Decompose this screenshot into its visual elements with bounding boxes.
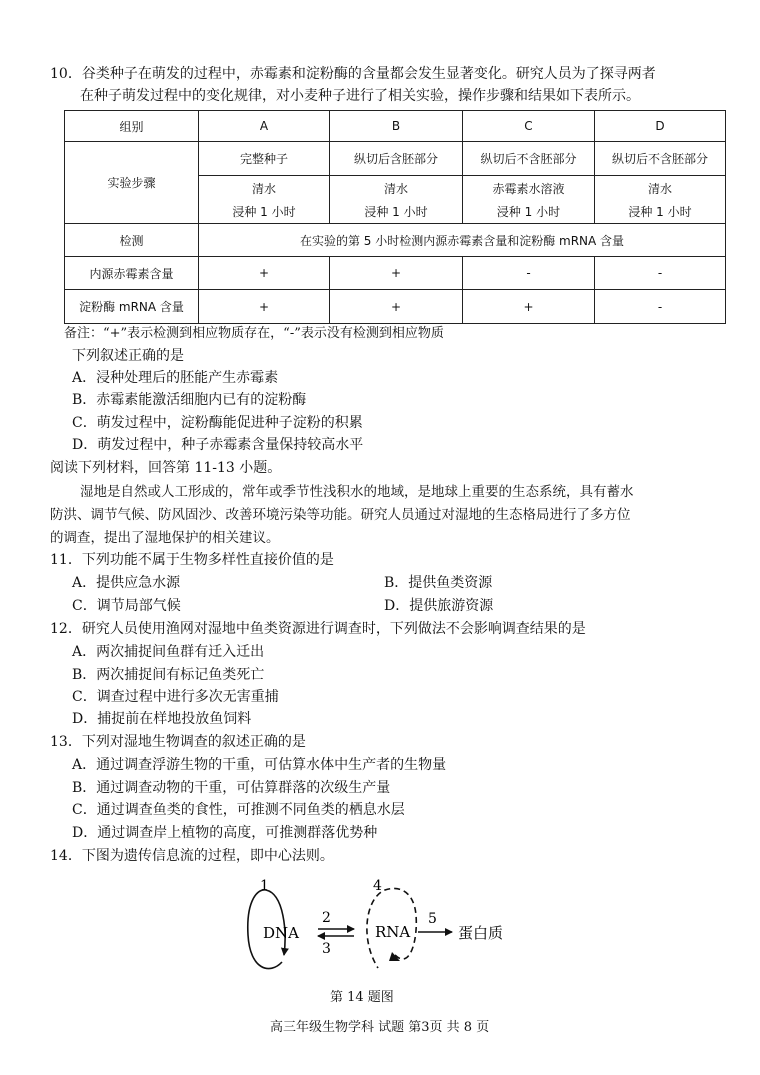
treatment-solution: 清水 xyxy=(647,181,672,196)
table-cell: + xyxy=(463,290,595,324)
q10-stem-line2: 在种子萌发过程中的变化规律，对小麦种子进行了相关实验，操作步骤和结果如下表所示。 xyxy=(80,88,640,104)
q10-option-d: D．萌发过程中，种子赤霉素含量保持较高水平 xyxy=(72,437,364,453)
table-header-c: C xyxy=(463,111,595,142)
q10-option-a: A．浸种处理后的胚能产生赤霉素 xyxy=(72,370,279,386)
q11-stem: 11．下列功能不属于生物多样性直接价值的是 xyxy=(50,552,334,568)
table-row-label: 内源赤霉素含量 xyxy=(65,257,199,290)
arrow-label-1: 1 xyxy=(260,878,269,894)
table-material-a: 完整种子 xyxy=(199,142,330,176)
reading-para-line1: 湿地是自然或人工形成的，常年或季节性浅积水的地域，是地球上重要的生态系统，具有蓄水 xyxy=(80,484,634,500)
protein-label: 蛋白质 xyxy=(458,924,504,942)
table-material-c: 纵切后不含胚部分 xyxy=(463,142,595,176)
table-detect-label: 检测 xyxy=(65,224,199,257)
treatment-solution: 赤霉素水溶液 xyxy=(492,181,565,196)
treatment-duration: 浸种 1 小时 xyxy=(364,204,428,219)
table-material-b: 纵切后含胚部分 xyxy=(330,142,463,176)
reading-para-line3: 的调查，提出了湿地保护的相关建议。 xyxy=(50,530,280,546)
dna-label: DNA xyxy=(263,924,299,942)
arrow-label-3: 3 xyxy=(322,941,331,957)
table-header-b: B xyxy=(330,111,463,142)
rna-label: RNA xyxy=(375,923,411,941)
table-cell: - xyxy=(463,257,595,290)
table-detect-text: 在实验的第 5 小时检测内源赤霉素含量和淀粉酶 mRNA 含量 xyxy=(199,224,726,257)
reading-para-line2: 防洪、调节气候、防风固沙、改善环境污染等功能。研究人员通过对湿地的生态格局进行了多方位 xyxy=(50,507,631,523)
table-header-d: D xyxy=(595,111,726,142)
table-cell: + xyxy=(330,257,463,290)
reading-intro: 阅读下列材料，回答第 11-13 小题。 xyxy=(50,460,282,476)
q12-option-d: D．捕捉前在样地投放鱼饲料 xyxy=(72,711,252,727)
arrow-label-4: 4 xyxy=(373,878,382,894)
q12-option-b: B．两次捕捉间有标记鱼类死亡 xyxy=(72,667,265,683)
table-cell: + xyxy=(199,290,330,324)
arrow-label-2: 2 xyxy=(322,910,331,926)
q12-stem: 12．研究人员使用渔网对湿地中鱼类资源进行调查时，下列做法不会影响调查结果的是 xyxy=(50,621,586,637)
table-steps-label: 实验步骤 xyxy=(65,142,199,224)
q10-stem-line1: 10．谷类种子在萌发的过程中，赤霉素和淀粉酶的含量都会发生显著变化。研究人员为了探寻两者 xyxy=(50,66,656,82)
treatment-duration: 浸种 1 小时 xyxy=(232,204,296,219)
treatment-duration: 浸种 1 小时 xyxy=(628,204,692,219)
table-header-group: 组别 xyxy=(65,111,199,142)
table-material-d: 纵切后不含胚部分 xyxy=(595,142,726,176)
rna-loop-arrowhead xyxy=(389,952,400,961)
page-footer: 高三年级生物学科 试题 第3页 共 8 页 xyxy=(270,1020,490,1035)
q10-prompt: 下列叙述正确的是 xyxy=(72,348,184,364)
q10-option-c: C．萌发过程中，淀粉酶能促进种子淀粉的积累 xyxy=(72,415,363,431)
treatment-solution: 清水 xyxy=(251,181,276,196)
table-cell: + xyxy=(330,290,463,324)
q14-caption: 第 14 题图 xyxy=(330,990,394,1005)
table-row-label: 淀粉酶 mRNA 含量 xyxy=(65,290,199,324)
q13-option-c: C．通过调查鱼类的食性，可推测不同鱼类的栖息水层 xyxy=(72,802,405,818)
q14-stem: 14．下图为遗传信息流的过程，即中心法则。 xyxy=(50,848,334,864)
q10-option-b: B．赤霉素能激活细胞内已有的淀粉酶 xyxy=(72,392,307,408)
treatment-duration: 浸种 1 小时 xyxy=(496,204,561,219)
treatment-solution: 清水 xyxy=(383,181,408,196)
table-cell: + xyxy=(199,257,330,290)
q11-option-d: D．提供旅游资源 xyxy=(384,598,494,614)
q13-stem: 13．下列对湿地生物调查的叙述正确的是 xyxy=(50,734,306,750)
table-cell: - xyxy=(595,257,726,290)
q13-option-b: B．通过调查动物的干重，可估算群落的次级生产量 xyxy=(72,780,391,796)
q11-option-b: B．提供鱼类资源 xyxy=(384,575,493,591)
q13-option-a: A．通过调查浮游生物的干重，可估算水体中生产者的生物量 xyxy=(72,757,447,773)
q11-option-c: C．调节局部气候 xyxy=(72,598,181,614)
q13-option-d: D．通过调查岸上植物的高度，可推测群落优势种 xyxy=(72,825,378,841)
q10-note: 备注：“+”表示检测到相应物质存在，“-”表示没有检测到相应物质 xyxy=(64,326,444,341)
arrow-label-5: 5 xyxy=(428,911,437,927)
q12-option-c: C．调查过程中进行多次无害重捕 xyxy=(72,689,279,705)
q11-option-a: A．提供应急水源 xyxy=(72,575,181,591)
q12-option-a: A．两次捕捉间鱼群有迁入迁出 xyxy=(72,644,265,660)
table-cell: - xyxy=(595,290,726,324)
table-header-a: A xyxy=(199,111,330,142)
